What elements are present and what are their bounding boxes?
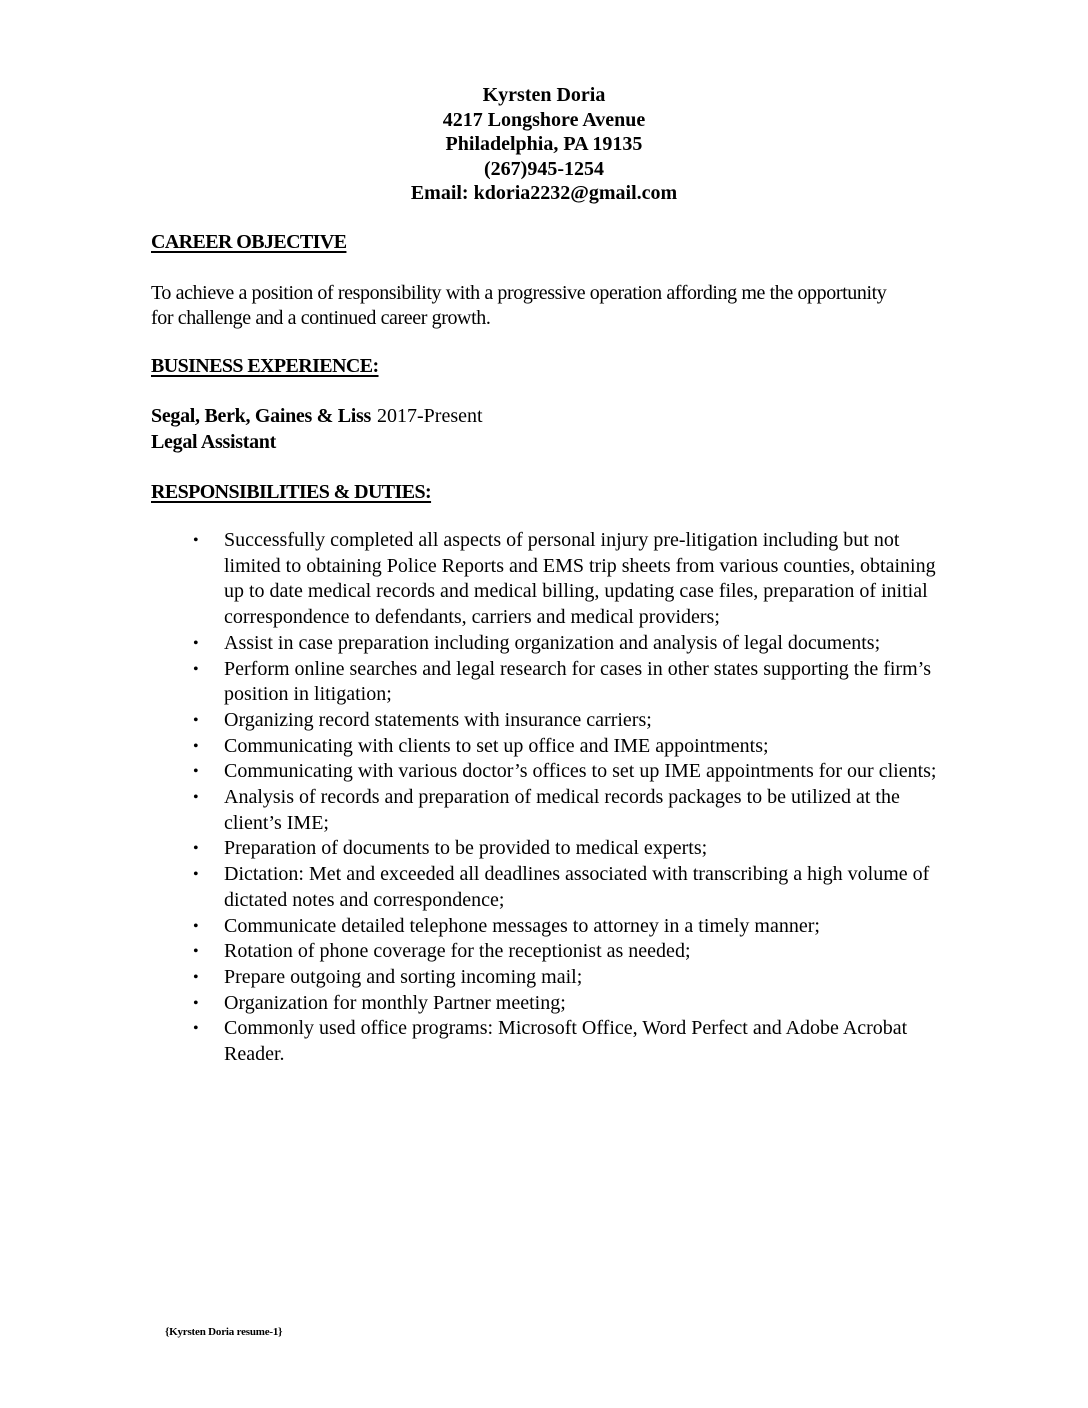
career-objective-heading: CAREER OBJECTIVE [151, 231, 347, 253]
employment-dates: 2017-Present [377, 405, 483, 427]
duty-text: Analysis of records and preparation of medical records packages to be utilized at the client’s IME; [224, 786, 900, 834]
list-item [187, 759, 947, 785]
bullet-icon: • [193, 866, 199, 884]
duty-text: Assist in case preparation including organization and analysis of legal documents; [224, 631, 881, 654]
bullet-icon: • [193, 789, 199, 807]
bullet-icon: • [193, 532, 199, 549]
duty-text: Successfully completed all aspects of personal injury pre-litigation including but not limited to obtaining Police Reports and EMS trip sheets from various counties, obtaining up to date medical records and medical billing, updating case files, preparation of initial correspondence to defendants, carriers and medical providers; [224, 529, 936, 629]
business-experience-heading: BUSINESS EXPERIENCE: [151, 355, 379, 377]
bullet-icon: • [193, 943, 199, 961]
bullet-icon: • [193, 968, 199, 986]
bullet-icon: • [193, 711, 199, 729]
bullet-icon: • [193, 763, 199, 781]
bullet-icon: • [193, 737, 199, 755]
employer-name: Segal, Berk, Gaines & Liss [151, 405, 371, 427]
duty-text: Preparation of documents to be provided to medical experts; [224, 837, 708, 860]
career-objective-text: To achieve a position of responsibility with a progressive operation affording me the opportunity for challenge and a continued career growth. [151, 282, 887, 329]
duty-text: Prepare outgoing and sorting incoming mail; [224, 965, 583, 988]
duty-text: Communicating with various doctor’s offices to set up IME appointments for our clients; [224, 760, 937, 783]
duty-text: Perform online searches and legal research for cases in other states supporting the firm’s position in litigation; [224, 657, 931, 706]
list-item [187, 965, 947, 991]
duty-text: Commonly used office programs: Microsoft Office, Word Perfect and Adobe Acrobat Reader. [224, 1017, 908, 1066]
job-title: Legal Assistant [151, 431, 276, 453]
list-item [187, 991, 947, 1017]
duty-text: Communicating with clients to set up office and IME appointments; [224, 734, 769, 757]
list-item [187, 914, 947, 940]
address-line-1: 4217 Longshore Avenue [442, 108, 646, 131]
phone-number: (267)945-1254 [484, 157, 604, 180]
page-footer: {Kyrsten Doria resume-1} [165, 1326, 283, 1338]
duties-list [187, 528, 947, 1068]
duty-text: Organizing record statements with insurance carriers; [224, 708, 652, 731]
employer-block [151, 403, 483, 455]
bullet-icon: • [193, 917, 199, 935]
bullet-icon: • [193, 840, 199, 858]
email-address: Email: kdoria2232@gmail.com [410, 182, 678, 204]
list-item [187, 939, 947, 965]
contact-header [0, 83, 1088, 206]
duty-text: Dictation: Met and exceeded all deadlines associated with transcribing a high volume of dictated notes and correspondence; [224, 863, 930, 911]
responsibilities-heading: RESPONSIBILITIES & DUTIES: [151, 481, 432, 503]
bullet-icon: • [193, 634, 199, 652]
bullet-icon: • [193, 1020, 199, 1038]
bullet-icon: • [193, 994, 199, 1012]
candidate-name: Kyrsten Doria [482, 84, 606, 106]
bullet-icon: • [193, 660, 199, 678]
duty-text: Organization for monthly Partner meeting; [224, 991, 566, 1014]
duty-text: Rotation of phone coverage for the receptionist as needed; [224, 940, 691, 963]
list-item [187, 785, 947, 836]
list-item [187, 734, 947, 760]
list-item [187, 631, 947, 657]
list-item [187, 528, 947, 631]
list-item [187, 657, 947, 708]
list-item [187, 708, 947, 734]
address-line-2: Philadelphia, PA 19135 [445, 133, 643, 155]
duty-text: Communicate detailed telephone messages to attorney in a timely manner; [224, 914, 820, 937]
list-item [187, 1016, 947, 1067]
list-item [187, 862, 947, 913]
list-item [187, 836, 947, 862]
